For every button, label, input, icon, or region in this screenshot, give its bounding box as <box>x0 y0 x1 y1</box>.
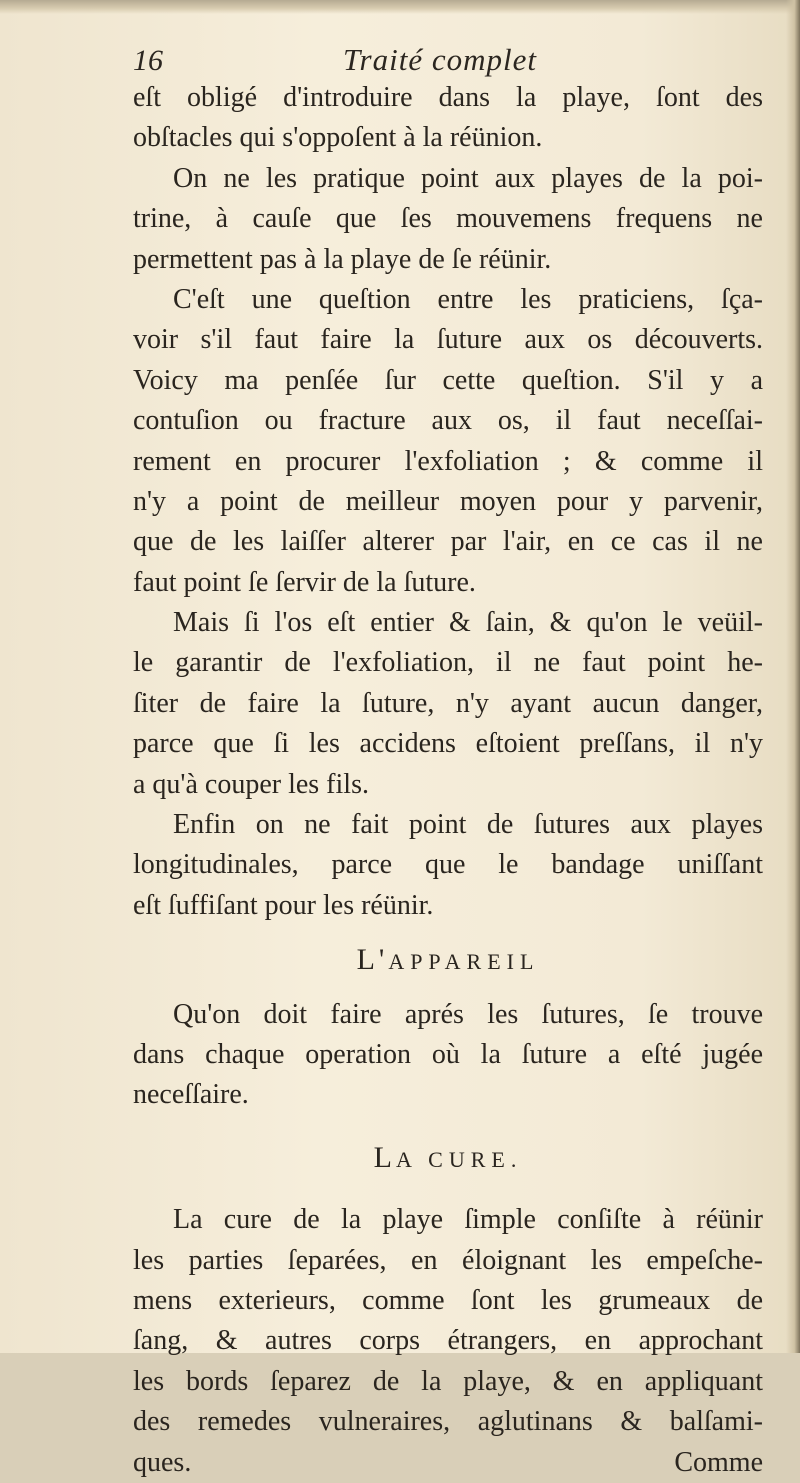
text-line: C'eſt une queſtion entre les praticiens, ſça- <box>173 283 763 315</box>
text-line: ques. <box>133 1446 192 1478</box>
section-heading-appareil <box>133 940 763 980</box>
heading-initial: L' <box>356 943 389 977</box>
text-line: obſtacles qui s'oppoſent à la réünion. <box>133 122 543 154</box>
heading-rest: A CURE. <box>395 1146 523 1172</box>
text-line: rement en procurer l'exfoliation ; & comme il <box>133 445 763 477</box>
text-line: Mais ſi l'os eſt entier & ſain, & qu'on le veüil- <box>173 607 763 639</box>
final-line <box>133 1443 763 1483</box>
text-line: voir s'il faut faire la ſuture aux os découverts. <box>133 324 763 356</box>
text-line: a qu'à couper les fils. <box>133 768 369 800</box>
heading-initial: L <box>373 1140 396 1174</box>
text-line: La cure de la playe ſimple conſiſte à réünir <box>173 1204 763 1236</box>
text-line: des remedes vulneraires, aglutinans & balſami- <box>133 1406 763 1438</box>
text-line: Voicy ma penſée ſur cette queſtion. S'il y a <box>133 364 763 396</box>
text-line: contuſion ou fracture aux os, il faut neceſſai- <box>133 405 763 437</box>
text-line: eſt obligé d'introduire dans la playe, ſont des <box>133 82 763 113</box>
text-line: On ne les pratique point aux playes de la poi- <box>173 162 763 194</box>
text-line: neceſſaire. <box>133 1079 249 1111</box>
catchword: Comme <box>674 1446 763 1478</box>
text-line: Enfin on ne fait point de ſutures aux playes <box>173 809 763 841</box>
text-line: trine, à cauſe que ſes mouvemens frequens ne <box>133 203 763 235</box>
text-line: que de les laiſſer alterer par l'air, en ce cas il ne <box>133 526 763 558</box>
page-top-edge <box>0 0 800 14</box>
text-line: permettent pas à la playe de ſe réünir. <box>133 243 552 275</box>
text-line: ſiter de faire la ſuture, n'y ayant aucun danger, <box>133 687 763 719</box>
text-line: longitudinales, parce que le bandage uniſſant <box>133 849 763 881</box>
heading-rest: APPAREIL <box>388 949 540 975</box>
text-line: ſang, & autres corps étrangers, en approchant <box>133 1325 763 1357</box>
text-line: n'y a point de meilleur moyen pour y parvenir, <box>133 485 763 517</box>
running-title: Traité complet <box>343 42 537 77</box>
text-line: parce que ſi les accidens eſtoient preſſans, il n'y <box>133 728 763 760</box>
page-number: 16 <box>133 44 163 77</box>
section-heading-cure <box>133 1138 763 1178</box>
text-line: dans chaque operation où la ſuture a eſté jugée <box>133 1038 763 1070</box>
page-text <box>133 78 763 1483</box>
text-line: faut point ſe ſervir de la ſuture. <box>133 566 476 598</box>
page-gutter-shadow <box>786 0 800 1353</box>
text-line: mens exterieurs, comme ſont les grumeaux de <box>133 1284 763 1316</box>
text-line: les bords ſeparez de la playe, & en appliquant <box>133 1365 763 1397</box>
text-line: eſt ſuffiſant pour les réünir. <box>133 889 434 921</box>
text-line: Qu'on doit faire aprés les ſutures, ſe trouve <box>173 998 763 1030</box>
text-line: les parties ſeparées, en éloignant les empeſche- <box>133 1244 763 1276</box>
text-line: le garantir de l'exfoliation, il ne faut point he- <box>133 647 763 679</box>
